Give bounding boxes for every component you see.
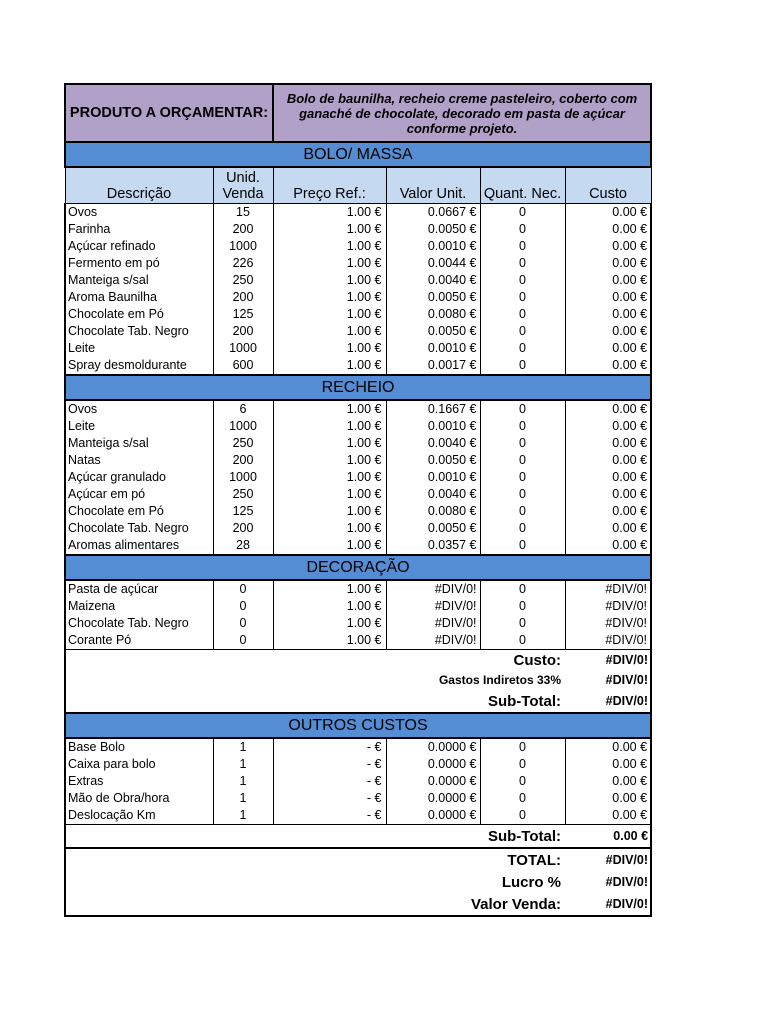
table-row — [65, 469, 651, 486]
cell-custo[interactable]: 0.00 € — [565, 357, 651, 375]
cell-unid-venda[interactable]: 1000 — [213, 418, 273, 435]
cell-custo[interactable]: 0.00 € — [565, 400, 651, 418]
cell-quant-nec[interactable]: 0 — [480, 340, 565, 357]
cell-unid-venda[interactable]: 600 — [213, 357, 273, 375]
cell-unid-venda[interactable]: 6 — [213, 400, 273, 418]
cell-unid-venda[interactable]: 1 — [213, 773, 273, 790]
cell-valor-unit[interactable]: 0.0010 € — [386, 340, 480, 357]
column-header-row-bolo — [65, 167, 651, 204]
cell-descricao[interactable]: Chocolate em Pó — [65, 503, 213, 520]
cell-unid-venda[interactable]: 200 — [213, 289, 273, 306]
cell-preco-ref[interactable]: 1.00 € — [273, 204, 386, 222]
cell-descricao[interactable]: Deslocação Km — [65, 807, 213, 825]
cell-quant-nec[interactable]: 0 — [480, 469, 565, 486]
table-row — [65, 418, 651, 435]
cell-unid-venda[interactable]: 200 — [213, 323, 273, 340]
cell-descricao[interactable]: Ovos — [65, 204, 213, 222]
cell-quant-nec[interactable]: 0 — [480, 598, 565, 615]
cell-descricao[interactable]: Pasta de açúcar — [65, 580, 213, 598]
cell-quant-nec[interactable]: 0 — [480, 520, 565, 537]
cell-descricao[interactable]: Base Bolo — [65, 738, 213, 756]
cell-descricao[interactable]: Açúcar em pó — [65, 486, 213, 503]
cell-preco-ref[interactable]: 1.00 € — [273, 306, 386, 323]
table-row — [65, 255, 651, 272]
cell-valor-unit[interactable]: 0.0080 € — [386, 306, 480, 323]
cell-valor-unit[interactable]: 0.0040 € — [386, 435, 480, 452]
cell-custo[interactable]: 0.00 € — [565, 435, 651, 452]
cell-quant-nec[interactable]: 0 — [480, 272, 565, 289]
cell-custo[interactable]: 0.00 € — [565, 486, 651, 503]
table-row — [65, 738, 651, 756]
cell-unid-venda[interactable]: 1000 — [213, 469, 273, 486]
table-row — [65, 756, 651, 773]
cell-valor-unit[interactable]: 0.0000 € — [386, 807, 480, 825]
cell-preco-ref[interactable]: 1.00 € — [273, 238, 386, 255]
table-row — [65, 357, 651, 375]
cell-custo[interactable]: 0.00 € — [565, 289, 651, 306]
cell-preco-ref[interactable]: 1.00 € — [273, 537, 386, 555]
cell-quant-nec[interactable]: 0 — [480, 306, 565, 323]
table-row — [65, 773, 651, 790]
table-row — [65, 323, 651, 340]
cell-descricao[interactable]: Chocolate Tab. Negro — [65, 520, 213, 537]
summary-lucro-label: Lucro % — [65, 871, 565, 893]
cell-valor-unit[interactable]: 0.0080 € — [386, 503, 480, 520]
table-row — [65, 807, 651, 825]
cell-unid-venda[interactable]: 200 — [213, 221, 273, 238]
table-row — [65, 238, 651, 255]
cell-custo[interactable]: 0.00 € — [565, 756, 651, 773]
cell-valor-unit[interactable]: 0.1667 € — [386, 400, 480, 418]
table-row — [65, 272, 651, 289]
cell-quant-nec[interactable]: 0 — [480, 400, 565, 418]
cell-valor-unit[interactable]: #DIV/0! — [386, 632, 480, 650]
cell-custo[interactable]: 0.00 € — [565, 272, 651, 289]
summary-custo-value[interactable]: #DIV/0! — [565, 650, 651, 671]
cell-valor-unit[interactable]: 0.0040 € — [386, 272, 480, 289]
cell-valor-unit[interactable]: #DIV/0! — [386, 580, 480, 598]
cell-preco-ref[interactable]: 1.00 € — [273, 435, 386, 452]
cell-unid-venda[interactable]: 15 — [213, 204, 273, 222]
cell-preco-ref[interactable]: 1.00 € — [273, 400, 386, 418]
cell-preco-ref[interactable]: 1.00 € — [273, 598, 386, 615]
column-header-unid-venda: Unid. Venda — [213, 167, 273, 204]
cell-custo[interactable]: #DIV/0! — [565, 632, 651, 650]
cell-descricao[interactable]: Manteiga s/sal — [65, 272, 213, 289]
cell-custo[interactable]: 0.00 € — [565, 204, 651, 222]
cell-unid-venda[interactable]: 0 — [213, 632, 273, 650]
cell-descricao[interactable]: Spray desmoldurante — [65, 357, 213, 375]
cell-descricao[interactable]: Chocolate Tab. Negro — [65, 323, 213, 340]
cell-descricao[interactable]: Manteiga s/sal — [65, 435, 213, 452]
cell-custo[interactable]: 0.00 € — [565, 238, 651, 255]
cell-quant-nec[interactable]: 0 — [480, 756, 565, 773]
cell-unid-venda[interactable]: 250 — [213, 272, 273, 289]
cell-custo[interactable]: 0.00 € — [565, 306, 651, 323]
cell-quant-nec[interactable]: 0 — [480, 580, 565, 598]
cell-valor-unit[interactable]: 0.0000 € — [386, 790, 480, 807]
cell-quant-nec[interactable]: 0 — [480, 238, 565, 255]
cell-quant-nec[interactable]: 0 — [480, 452, 565, 469]
budget-table — [64, 83, 652, 917]
table-row — [65, 790, 651, 807]
cell-quant-nec[interactable]: 0 — [480, 255, 565, 272]
cell-preco-ref[interactable]: 1.00 € — [273, 520, 386, 537]
cell-valor-unit[interactable]: 0.0017 € — [386, 357, 480, 375]
cell-descricao[interactable]: Ovos — [65, 400, 213, 418]
cell-custo[interactable]: #DIV/0! — [565, 615, 651, 632]
cell-unid-venda[interactable]: 0 — [213, 580, 273, 598]
table-row — [65, 306, 651, 323]
summary-total-value[interactable]: #DIV/0! — [565, 848, 651, 871]
cell-custo[interactable]: 0.00 € — [565, 340, 651, 357]
summary-lucro-value[interactable]: #DIV/0! — [565, 871, 651, 893]
section-title: OUTROS CUSTOS — [65, 713, 651, 738]
cell-unid-venda[interactable]: 1 — [213, 756, 273, 773]
cell-unid-venda[interactable]: 0 — [213, 598, 273, 615]
cell-preco-ref[interactable]: 1.00 € — [273, 580, 386, 598]
summary-valor-venda-label: Valor Venda: — [65, 893, 565, 916]
cell-valor-unit[interactable]: 0.0050 € — [386, 289, 480, 306]
cell-preco-ref[interactable]: 1.00 € — [273, 452, 386, 469]
cell-valor-unit[interactable]: 0.0000 € — [386, 756, 480, 773]
cell-valor-unit[interactable]: 0.0050 € — [386, 323, 480, 340]
cell-quant-nec[interactable]: 0 — [480, 503, 565, 520]
column-header-valor-unit: Valor Unit. — [386, 167, 480, 204]
cell-unid-venda[interactable]: 1 — [213, 790, 273, 807]
cell-preco-ref[interactable]: 1.00 € — [273, 486, 386, 503]
cell-quant-nec[interactable]: 0 — [480, 790, 565, 807]
cell-descricao[interactable]: Leite — [65, 340, 213, 357]
cell-unid-venda[interactable]: 125 — [213, 503, 273, 520]
cell-custo[interactable]: 0.00 € — [565, 503, 651, 520]
column-header-quant-nec: Quant. Nec. — [480, 167, 565, 204]
cell-preco-ref[interactable]: 1.00 € — [273, 357, 386, 375]
product-description[interactable]: Bolo de baunilha, recheio creme pasteleiro, coberto com ganaché de chocolate, decorado em pasta de açúcar conforme projeto. — [273, 84, 651, 142]
cell-descricao[interactable]: Chocolate Tab. Negro — [65, 615, 213, 632]
cell-unid-venda[interactable]: 1 — [213, 738, 273, 756]
cell-quant-nec[interactable]: 0 — [480, 221, 565, 238]
cell-valor-unit[interactable]: 0.0000 € — [386, 738, 480, 756]
cell-preco-ref[interactable]: 1.00 € — [273, 221, 386, 238]
cell-quant-nec[interactable]: 0 — [480, 289, 565, 306]
cell-valor-unit[interactable]: 0.0050 € — [386, 452, 480, 469]
cell-quant-nec[interactable]: 0 — [480, 738, 565, 756]
table-row — [65, 452, 651, 469]
product-label: PRODUTO A ORÇAMENTAR: — [65, 84, 273, 142]
cell-custo[interactable]: 0.00 € — [565, 418, 651, 435]
table-row — [65, 486, 651, 503]
cell-preco-ref[interactable]: 1.00 € — [273, 503, 386, 520]
cell-descricao[interactable]: Corante Pó — [65, 632, 213, 650]
cell-valor-unit[interactable]: 0.0050 € — [386, 520, 480, 537]
cell-quant-nec[interactable]: 0 — [480, 807, 565, 825]
cell-preco-ref[interactable]: 1.00 € — [273, 340, 386, 357]
cell-valor-unit[interactable]: 0.0010 € — [386, 418, 480, 435]
cell-valor-unit[interactable]: 0.0010 € — [386, 469, 480, 486]
section-title: BOLO/ MASSA — [65, 142, 651, 167]
summary-total — [65, 848, 651, 871]
cell-descricao[interactable]: Leite — [65, 418, 213, 435]
cell-quant-nec[interactable]: 0 — [480, 357, 565, 375]
summary-lucro — [65, 871, 651, 893]
table-row — [65, 400, 651, 418]
cell-custo[interactable]: 0.00 € — [565, 773, 651, 790]
section-title: RECHEIO — [65, 375, 651, 400]
cell-descricao[interactable]: Farinha — [65, 221, 213, 238]
table-row — [65, 615, 651, 632]
cell-descricao[interactable]: Natas — [65, 452, 213, 469]
cell-unid-venda[interactable]: 1000 — [213, 238, 273, 255]
table-row — [65, 537, 651, 555]
column-header-descricao: Descrição — [65, 167, 213, 204]
cell-valor-unit[interactable]: 0.0010 € — [386, 238, 480, 255]
product-header-row — [65, 84, 651, 142]
cell-quant-nec[interactable]: 0 — [480, 204, 565, 222]
cell-custo[interactable]: #DIV/0! — [565, 580, 651, 598]
cell-descricao[interactable]: Açúcar granulado — [65, 469, 213, 486]
cell-custo[interactable]: 0.00 € — [565, 790, 651, 807]
cell-descricao[interactable]: Maizena — [65, 598, 213, 615]
summary-valor-venda-value[interactable]: #DIV/0! — [565, 893, 651, 916]
cell-valor-unit[interactable]: 0.0050 € — [386, 221, 480, 238]
cell-custo[interactable]: 0.00 € — [565, 221, 651, 238]
cell-valor-unit[interactable]: #DIV/0! — [386, 615, 480, 632]
cell-custo[interactable]: 0.00 € — [565, 469, 651, 486]
cell-valor-unit[interactable]: #DIV/0! — [386, 598, 480, 615]
table-row — [65, 289, 651, 306]
cell-valor-unit[interactable]: 0.0044 € — [386, 255, 480, 272]
summary-total-label: TOTAL: — [65, 848, 565, 871]
cell-unid-venda[interactable]: 226 — [213, 255, 273, 272]
cell-unid-venda[interactable]: 28 — [213, 537, 273, 555]
section-header-bolo — [65, 142, 651, 167]
cell-preco-ref[interactable]: - € — [273, 773, 386, 790]
cell-preco-ref[interactable]: 1.00 € — [273, 469, 386, 486]
summary-subtotal-2 — [65, 825, 651, 849]
cell-quant-nec[interactable]: 0 — [480, 323, 565, 340]
cell-quant-nec[interactable]: 0 — [480, 773, 565, 790]
cell-preco-ref[interactable]: - € — [273, 738, 386, 756]
cell-custo[interactable]: 0.00 € — [565, 452, 651, 469]
cell-preco-ref[interactable]: - € — [273, 756, 386, 773]
cell-preco-ref[interactable]: 1.00 € — [273, 418, 386, 435]
table-row — [65, 221, 651, 238]
summary-subtotal-1 — [65, 690, 651, 713]
cell-unid-venda[interactable]: 0 — [213, 615, 273, 632]
table-row — [65, 632, 651, 650]
cell-unid-venda[interactable]: 250 — [213, 486, 273, 503]
table-row — [65, 503, 651, 520]
cell-descricao[interactable]: Aromas alimentares — [65, 537, 213, 555]
table-row — [65, 598, 651, 615]
cell-valor-unit[interactable]: 0.0040 € — [386, 486, 480, 503]
column-header-custo: Custo — [565, 167, 651, 204]
cell-unid-venda[interactable]: 200 — [213, 520, 273, 537]
cell-preco-ref[interactable]: - € — [273, 790, 386, 807]
cell-custo[interactable]: 0.00 € — [565, 323, 651, 340]
summary-custo-label: Custo: — [65, 650, 565, 671]
cell-descricao[interactable]: Fermento em pó — [65, 255, 213, 272]
budget-spreadsheet — [64, 83, 650, 917]
section-header-decoracao — [65, 555, 651, 580]
summary-custo — [65, 650, 651, 671]
cell-unid-venda[interactable]: 1 — [213, 807, 273, 825]
cell-preco-ref[interactable]: 1.00 € — [273, 323, 386, 340]
cell-valor-unit[interactable]: 0.0667 € — [386, 204, 480, 222]
cell-descricao[interactable]: Mão de Obra/hora — [65, 790, 213, 807]
cell-preco-ref[interactable]: 1.00 € — [273, 255, 386, 272]
cell-custo[interactable]: #DIV/0! — [565, 598, 651, 615]
cell-descricao[interactable]: Aroma Baunilha — [65, 289, 213, 306]
cell-descricao[interactable]: Chocolate em Pó — [65, 306, 213, 323]
summary-subtotal-2-value[interactable]: 0.00 € — [565, 825, 651, 849]
table-row — [65, 204, 651, 222]
summary-gastos-indiretos-label: Gastos Indiretos 33% — [65, 670, 565, 690]
column-header-preco-ref: Preço Ref.: — [273, 167, 386, 204]
section-title: DECORAÇÃO — [65, 555, 651, 580]
cell-unid-venda[interactable]: 125 — [213, 306, 273, 323]
cell-quant-nec[interactable]: 0 — [480, 632, 565, 650]
section-header-outros — [65, 713, 651, 738]
cell-quant-nec[interactable]: 0 — [480, 486, 565, 503]
cell-descricao[interactable]: Caixa para bolo — [65, 756, 213, 773]
cell-quant-nec[interactable]: 0 — [480, 418, 565, 435]
summary-valor-venda — [65, 893, 651, 916]
cell-preco-ref[interactable]: - € — [273, 807, 386, 825]
cell-unid-venda[interactable]: 1000 — [213, 340, 273, 357]
summary-gastos-indiretos-value[interactable]: #DIV/0! — [565, 670, 651, 690]
cell-preco-ref[interactable]: 1.00 € — [273, 289, 386, 306]
summary-gastos-indiretos — [65, 670, 651, 690]
cell-preco-ref[interactable]: 1.00 € — [273, 272, 386, 289]
cell-custo[interactable]: 0.00 € — [565, 520, 651, 537]
cell-valor-unit[interactable]: 0.0357 € — [386, 537, 480, 555]
section-header-recheio — [65, 375, 651, 400]
cell-valor-unit[interactable]: 0.0000 € — [386, 773, 480, 790]
cell-preco-ref[interactable]: 1.00 € — [273, 632, 386, 650]
cell-descricao[interactable]: Extras — [65, 773, 213, 790]
table-row — [65, 520, 651, 537]
cell-custo[interactable]: 0.00 € — [565, 537, 651, 555]
summary-subtotal-1-label: Sub-Total: — [65, 690, 565, 713]
table-row — [65, 340, 651, 357]
cell-custo[interactable]: 0.00 € — [565, 807, 651, 825]
cell-preco-ref[interactable]: 1.00 € — [273, 615, 386, 632]
summary-subtotal-2-label: Sub-Total: — [65, 825, 565, 849]
cell-quant-nec[interactable]: 0 — [480, 615, 565, 632]
cell-descricao[interactable]: Açúcar refinado — [65, 238, 213, 255]
cell-custo[interactable]: 0.00 € — [565, 738, 651, 756]
table-row — [65, 580, 651, 598]
table-row — [65, 435, 651, 452]
cell-unid-venda[interactable]: 200 — [213, 452, 273, 469]
cell-unid-venda[interactable]: 250 — [213, 435, 273, 452]
cell-quant-nec[interactable]: 0 — [480, 537, 565, 555]
summary-subtotal-1-value[interactable]: #DIV/0! — [565, 690, 651, 713]
cell-quant-nec[interactable]: 0 — [480, 435, 565, 452]
cell-custo[interactable]: 0.00 € — [565, 255, 651, 272]
